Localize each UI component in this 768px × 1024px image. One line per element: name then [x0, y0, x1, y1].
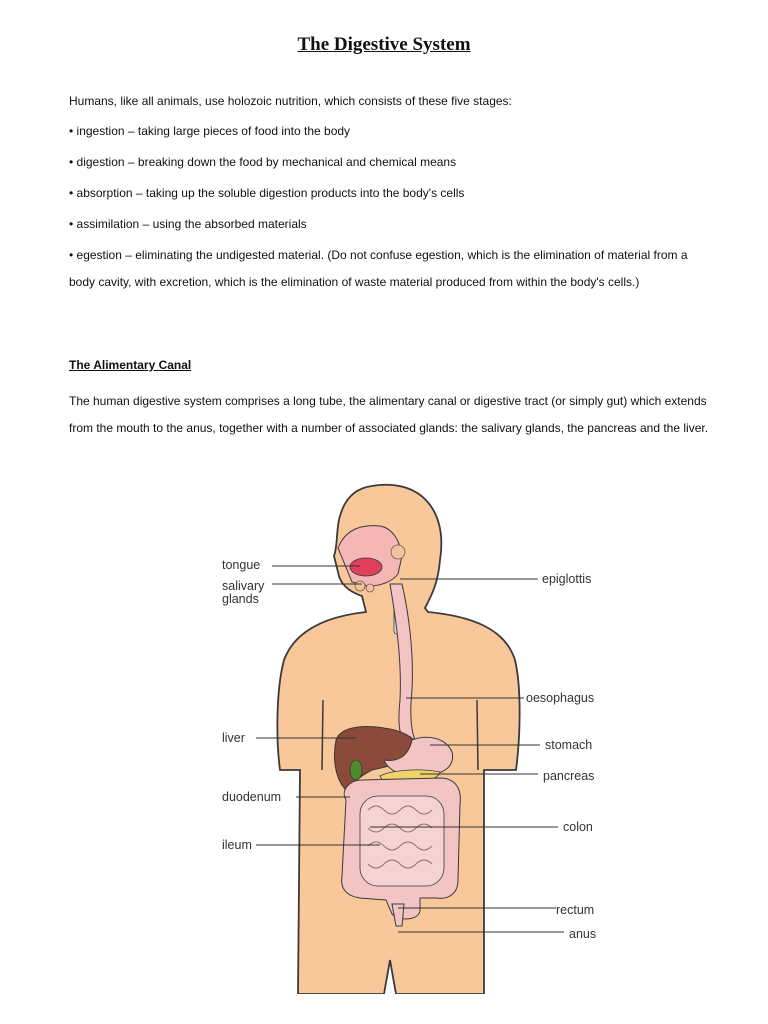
label-salivary-2: glands	[222, 592, 259, 606]
salivary-gland	[366, 584, 374, 592]
stage-ingestion: • ingestion – taking large pieces of food into the body	[69, 124, 351, 138]
section-paragraph: The human digestive system comprises a long tube, the alimentary canal or digestive tract (or simply gut) which extends from the mouth to the anus, together with a number of associated glands: the salivary glands, the pancreas and the liver.	[69, 394, 709, 435]
stage-absorption: • absorption – taking up the soluble digestion products into the body's cells	[69, 186, 465, 200]
label-anus: anus	[569, 927, 597, 941]
label-tongue: tongue	[222, 558, 261, 572]
label-stomach: stomach	[545, 738, 593, 752]
label-epiglottis: epiglottis	[542, 572, 592, 586]
small-intestine-area	[360, 796, 444, 886]
label-pancreas: pancreas	[543, 769, 595, 783]
label-rectum: rectum	[556, 903, 595, 917]
label-salivary-1: salivary	[222, 579, 265, 593]
label-liver: liver	[222, 731, 245, 745]
label-colon: colon	[563, 820, 593, 834]
gall-bladder	[350, 760, 362, 780]
label-ileum: ileum	[222, 838, 252, 852]
intro-text: Humans, like all animals, use holozoic nutrition, which consists of these five stages:	[69, 94, 512, 108]
digestive-system-diagram	[212, 476, 622, 994]
right-arm-line	[477, 700, 478, 770]
salivary-gland	[355, 581, 365, 591]
page-title: The Digestive System	[297, 34, 471, 55]
stage-assimilation: • assimilation – using the absorbed materials	[69, 217, 307, 231]
left-arm-line	[322, 700, 323, 770]
stages-list	[69, 118, 709, 300]
tongue-shape	[350, 558, 382, 576]
label-oesophagus: oesophagus	[526, 691, 595, 705]
label-duodenum: duodenum	[222, 790, 282, 804]
salivary-gland	[391, 545, 405, 559]
stage-egestion: • egestion – eliminating the undigested material. (Do not confuse egestion, which is the elimination of material from a body cavity, with excretion, which is the elimination of waste material produced from within the body's cells.)	[69, 248, 688, 289]
stage-digestion: • digestion – breaking down the food by mechanical and chemical means	[69, 155, 457, 169]
section-heading: The Alimentary Canal	[69, 358, 192, 372]
